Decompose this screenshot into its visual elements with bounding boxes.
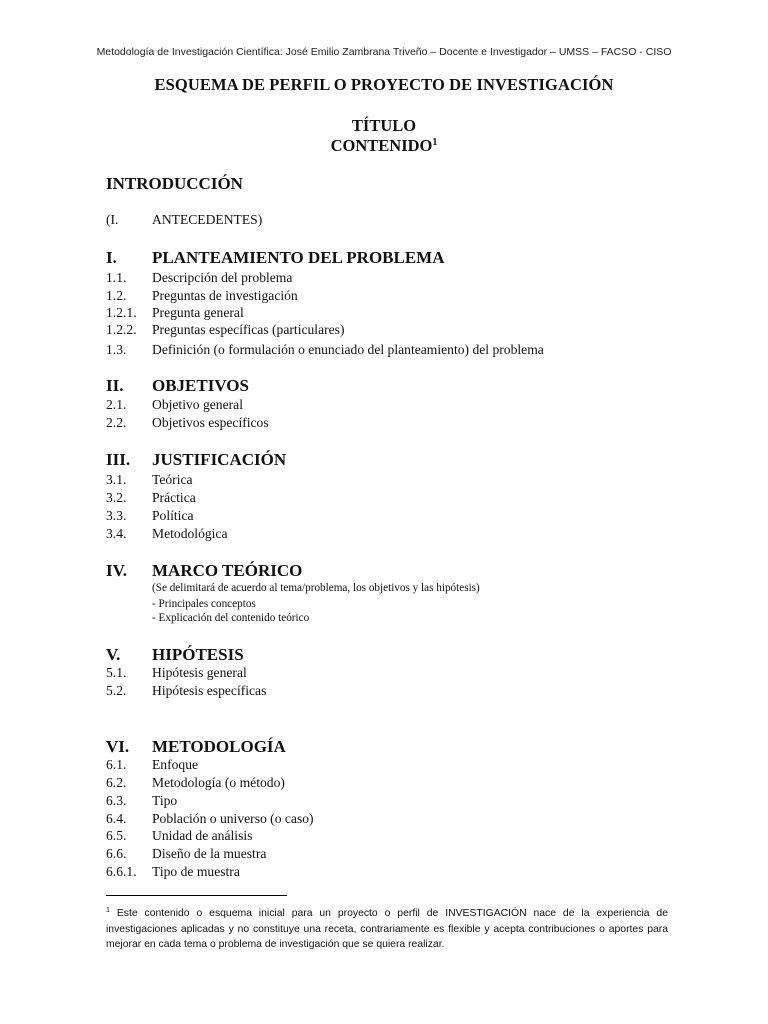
section-title: PLANTEAMIENTO DEL PROBLEMA <box>152 248 445 267</box>
list-item <box>0 397 768 415</box>
subtitle-titulo: TÍTULO <box>351 116 417 135</box>
item-text: Población o universo (o caso) <box>152 811 314 826</box>
section-number: V. <box>106 645 121 664</box>
item-text: Hipótesis general <box>152 665 247 680</box>
footnote-text: Este contenido o esquema inicial para un proyecto o perfil de INVESTIGACIÓN nace de la experiencia de investigaciones aplicadas y no constituye una receta, contrariamente es flexible y acepta contribuciones o aportes para mejorar en cada tema o problema de investigación que se quiera realizar. <box>106 908 668 950</box>
section-number: VI. <box>106 737 130 756</box>
section-number: III. <box>106 450 131 469</box>
footnote-mark: 1 <box>106 907 110 914</box>
section-3-heading <box>0 450 768 472</box>
item-number: 6.3. <box>106 793 127 808</box>
item-number: 1.2. <box>106 288 127 303</box>
item-text: Definición (o formulación o enunciado del planteamiento) del problema <box>152 342 544 357</box>
section-6-heading <box>0 737 768 759</box>
section-number: IV. <box>106 561 127 580</box>
item-number: 6.4. <box>106 811 127 826</box>
list-item <box>0 811 768 829</box>
section-note: - Explicación del contenido teórico <box>152 612 310 624</box>
item-number: 3.2. <box>106 490 127 505</box>
section-note: - Principales conceptos <box>152 598 256 610</box>
antecedentes-row <box>0 212 768 230</box>
section-title: JUSTIFICACIÓN <box>152 450 287 469</box>
footnote-ref-1: 1 <box>432 137 438 148</box>
item-number: 5.1. <box>106 665 127 680</box>
item-number: 3.3. <box>106 508 127 523</box>
item-number: 1.3. <box>106 342 127 357</box>
item-text: Pregunta general <box>152 305 244 320</box>
list-item <box>0 526 768 544</box>
item-text: Metodológica <box>152 526 228 541</box>
item-text: Práctica <box>152 490 196 505</box>
list-item <box>0 828 768 846</box>
document-title: ESQUEMA DE PERFIL O PROYECTO DE INVESTIGACIÓN <box>154 75 614 94</box>
list-item <box>0 472 768 490</box>
section-number: I. <box>106 248 117 267</box>
antecedentes-label: ANTECEDENTES) <box>152 212 263 227</box>
list-item <box>0 490 768 508</box>
item-text: Diseño de la muestra <box>152 846 267 861</box>
list-item <box>0 665 768 683</box>
item-number: 1.1. <box>106 270 127 285</box>
list-item <box>0 415 768 433</box>
section-introduccion: INTRODUCCIÓN <box>106 174 243 193</box>
list-item <box>0 793 768 811</box>
item-number: 1.2.2. <box>106 322 137 337</box>
section-note: (Se delimitará de acuerdo al tema/problema, los objetivos y las hipótesis) <box>152 582 480 594</box>
item-number: 6.1. <box>106 757 127 772</box>
item-text: Metodología (o método) <box>152 775 285 790</box>
list-item <box>0 864 768 882</box>
item-number: 3.4. <box>106 526 127 541</box>
footnote <box>106 903 668 953</box>
item-number: 1.2.1. <box>106 305 137 320</box>
item-text: Objetivos específicos <box>152 415 269 430</box>
section-title: MARCO TEÓRICO <box>152 561 303 580</box>
antecedentes-number: (I. <box>106 212 119 227</box>
item-text: Hipótesis específicas <box>152 683 267 698</box>
subtitle-contenido <box>0 136 768 156</box>
item-text: Unidad de análisis <box>152 828 253 843</box>
section-title: METODOLOGÍA <box>152 737 286 756</box>
item-text: Tipo <box>152 793 178 808</box>
item-number: 6.2. <box>106 775 127 790</box>
section-number: II. <box>106 376 124 395</box>
section-2-heading <box>0 376 768 398</box>
list-item <box>0 270 768 288</box>
list-item <box>0 508 768 526</box>
item-text: Política <box>152 508 194 523</box>
list-item <box>0 683 768 701</box>
item-number: 6.6. <box>106 846 127 861</box>
subtitle-contenido-text: CONTENIDO <box>330 136 433 155</box>
list-item <box>0 775 768 793</box>
list-item <box>0 322 768 340</box>
section-4-heading <box>0 561 768 583</box>
item-text: Teórica <box>152 472 193 487</box>
page-header: Metodología de Investigación Científica: José Emilio Zambrana Triveño – Docente e Investigador – UMSS – FACSO - CISO <box>96 46 672 58</box>
list-item <box>0 342 768 360</box>
list-item <box>0 305 768 323</box>
section-title: HIPÓTESIS <box>152 645 244 664</box>
item-text: Descripción del problema <box>152 270 293 285</box>
section-title: OBJETIVOS <box>152 376 249 395</box>
item-number: 6.5. <box>106 828 127 843</box>
item-text: Enfoque <box>152 757 199 772</box>
item-number: 3.1. <box>106 472 127 487</box>
section-5-heading <box>0 645 768 667</box>
section-1-heading <box>0 248 768 270</box>
item-text: Objetivo general <box>152 397 243 412</box>
item-text: Tipo de muestra <box>152 864 240 879</box>
list-item <box>0 288 768 306</box>
list-item <box>0 846 768 864</box>
list-item <box>0 757 768 775</box>
item-text: Preguntas específicas (particulares) <box>152 322 345 337</box>
footnote-divider <box>106 895 287 896</box>
item-text: Preguntas de investigación <box>152 288 298 303</box>
item-number: 2.2. <box>106 415 127 430</box>
item-number: 2.1. <box>106 397 127 412</box>
item-number: 5.2. <box>106 683 127 698</box>
item-number: 6.6.1. <box>106 864 137 879</box>
